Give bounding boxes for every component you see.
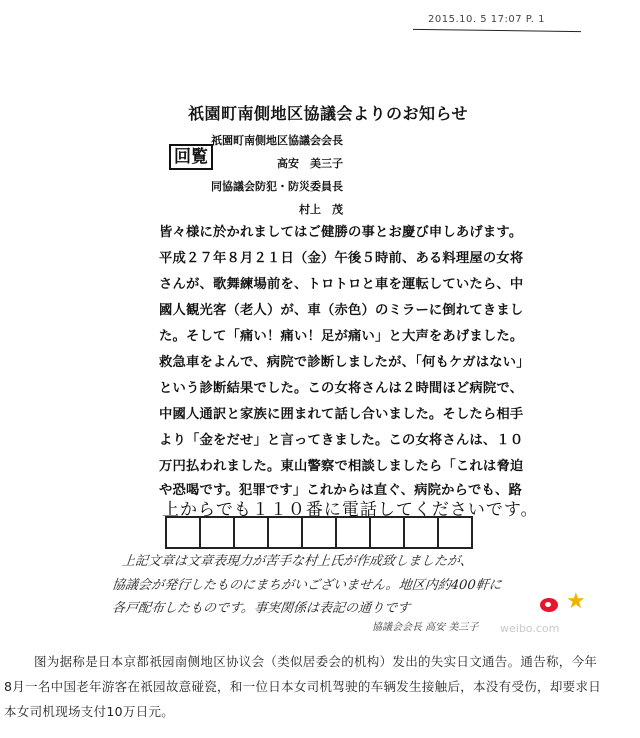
body-line: 平成２７年８月２１日（金）午後５時前、ある料理屋の女将 [159,251,524,266]
handwritten-line: 協議会が発行したものにまちがいございません。地区内約400軒に [111,578,503,593]
stamp-boxes [165,516,473,549]
stamp-box [233,518,267,547]
body-line: 中國人通訳と家族に囲まれて話し合いました。そしたら相手 [159,407,524,422]
body-line: た。そして「痛い！痛い！足が痛い」と大声をあげました。 [159,329,524,344]
circulation-stamp: 回覧 [169,144,213,170]
body-line: 万円払われました。東山警察で相談しましたら「これは脅迫 [159,459,524,474]
stamp-box [403,518,437,547]
body-line: より「金をだせ」と言ってきました。この女将さんは、１０ [159,433,524,448]
caption-line: 图为据称是日本京都祇园南侧地区协议会（类似居委会的机构）发出的失实日文通告。通告称，今年 [34,654,598,669]
handwritten-signature: 協議会会長 高安 美三子 [372,622,479,633]
signatory-title-2: 同協議会防犯・防災委員長 [211,180,343,193]
signatory-org: 祇園町南側地区協議会会長 [211,134,343,147]
body-line: 皆々様に於かれましてはご健勝の事とお慶び申しあげます。 [159,225,523,240]
weibo-watermark: weibo.com [500,622,560,635]
stamp-box [369,518,403,547]
fax-header-rule [413,29,581,32]
handwritten-line: 各戸配布したものです。事実関係は表記の通りです [111,601,411,616]
body-line: さんが、歌舞練場前を、トロトロと車を運転していたら、中 [159,277,524,292]
weibo-logo-icon [540,598,558,612]
body-line: という診断結果でした。この女将さんは２時間ほど病院で、 [159,381,524,396]
body-line: 救急車をよんで、病院で診断しましたが、「何もケガはない」 [159,355,530,370]
fax-timestamp: 2015.10. 5 17:07 P. 1 [428,14,545,25]
stamp-box [301,518,335,547]
caption-line: 8月一名中国老年游客在祇园故意碰瓷，和一位日本女司机驾驶的车辆发生接触后，本没有受伤，却要求日 [4,679,602,694]
signatory-name-2: 村上 茂 [299,203,343,216]
stamp-box [165,518,199,547]
notice-title: 祇園町南側地区協議会よりのお知らせ [188,104,469,123]
star-icon: ★ [566,589,586,614]
body-line: 國人観光客（老人）が、車（赤色）のミラーに倒れてきまし [159,303,524,318]
handwritten-line: 上記文章は文章表現力が苦手な村上氏が作成致しましたが、 [121,554,474,569]
caption-line: 本女司机现场支付10万日元。 [4,704,175,719]
body-line-emphasis: 上からでも１１０番に電話してくださいです。 [162,500,539,520]
stamp-box [267,518,301,547]
stamp-box [335,518,369,547]
body-line: や恐喝です。犯罪です」これからは直ぐ、病院からでも、路 [159,483,522,498]
stamp-box [437,518,473,547]
signatory-name-1: 高安 美三子 [277,157,343,170]
stamp-box [199,518,233,547]
